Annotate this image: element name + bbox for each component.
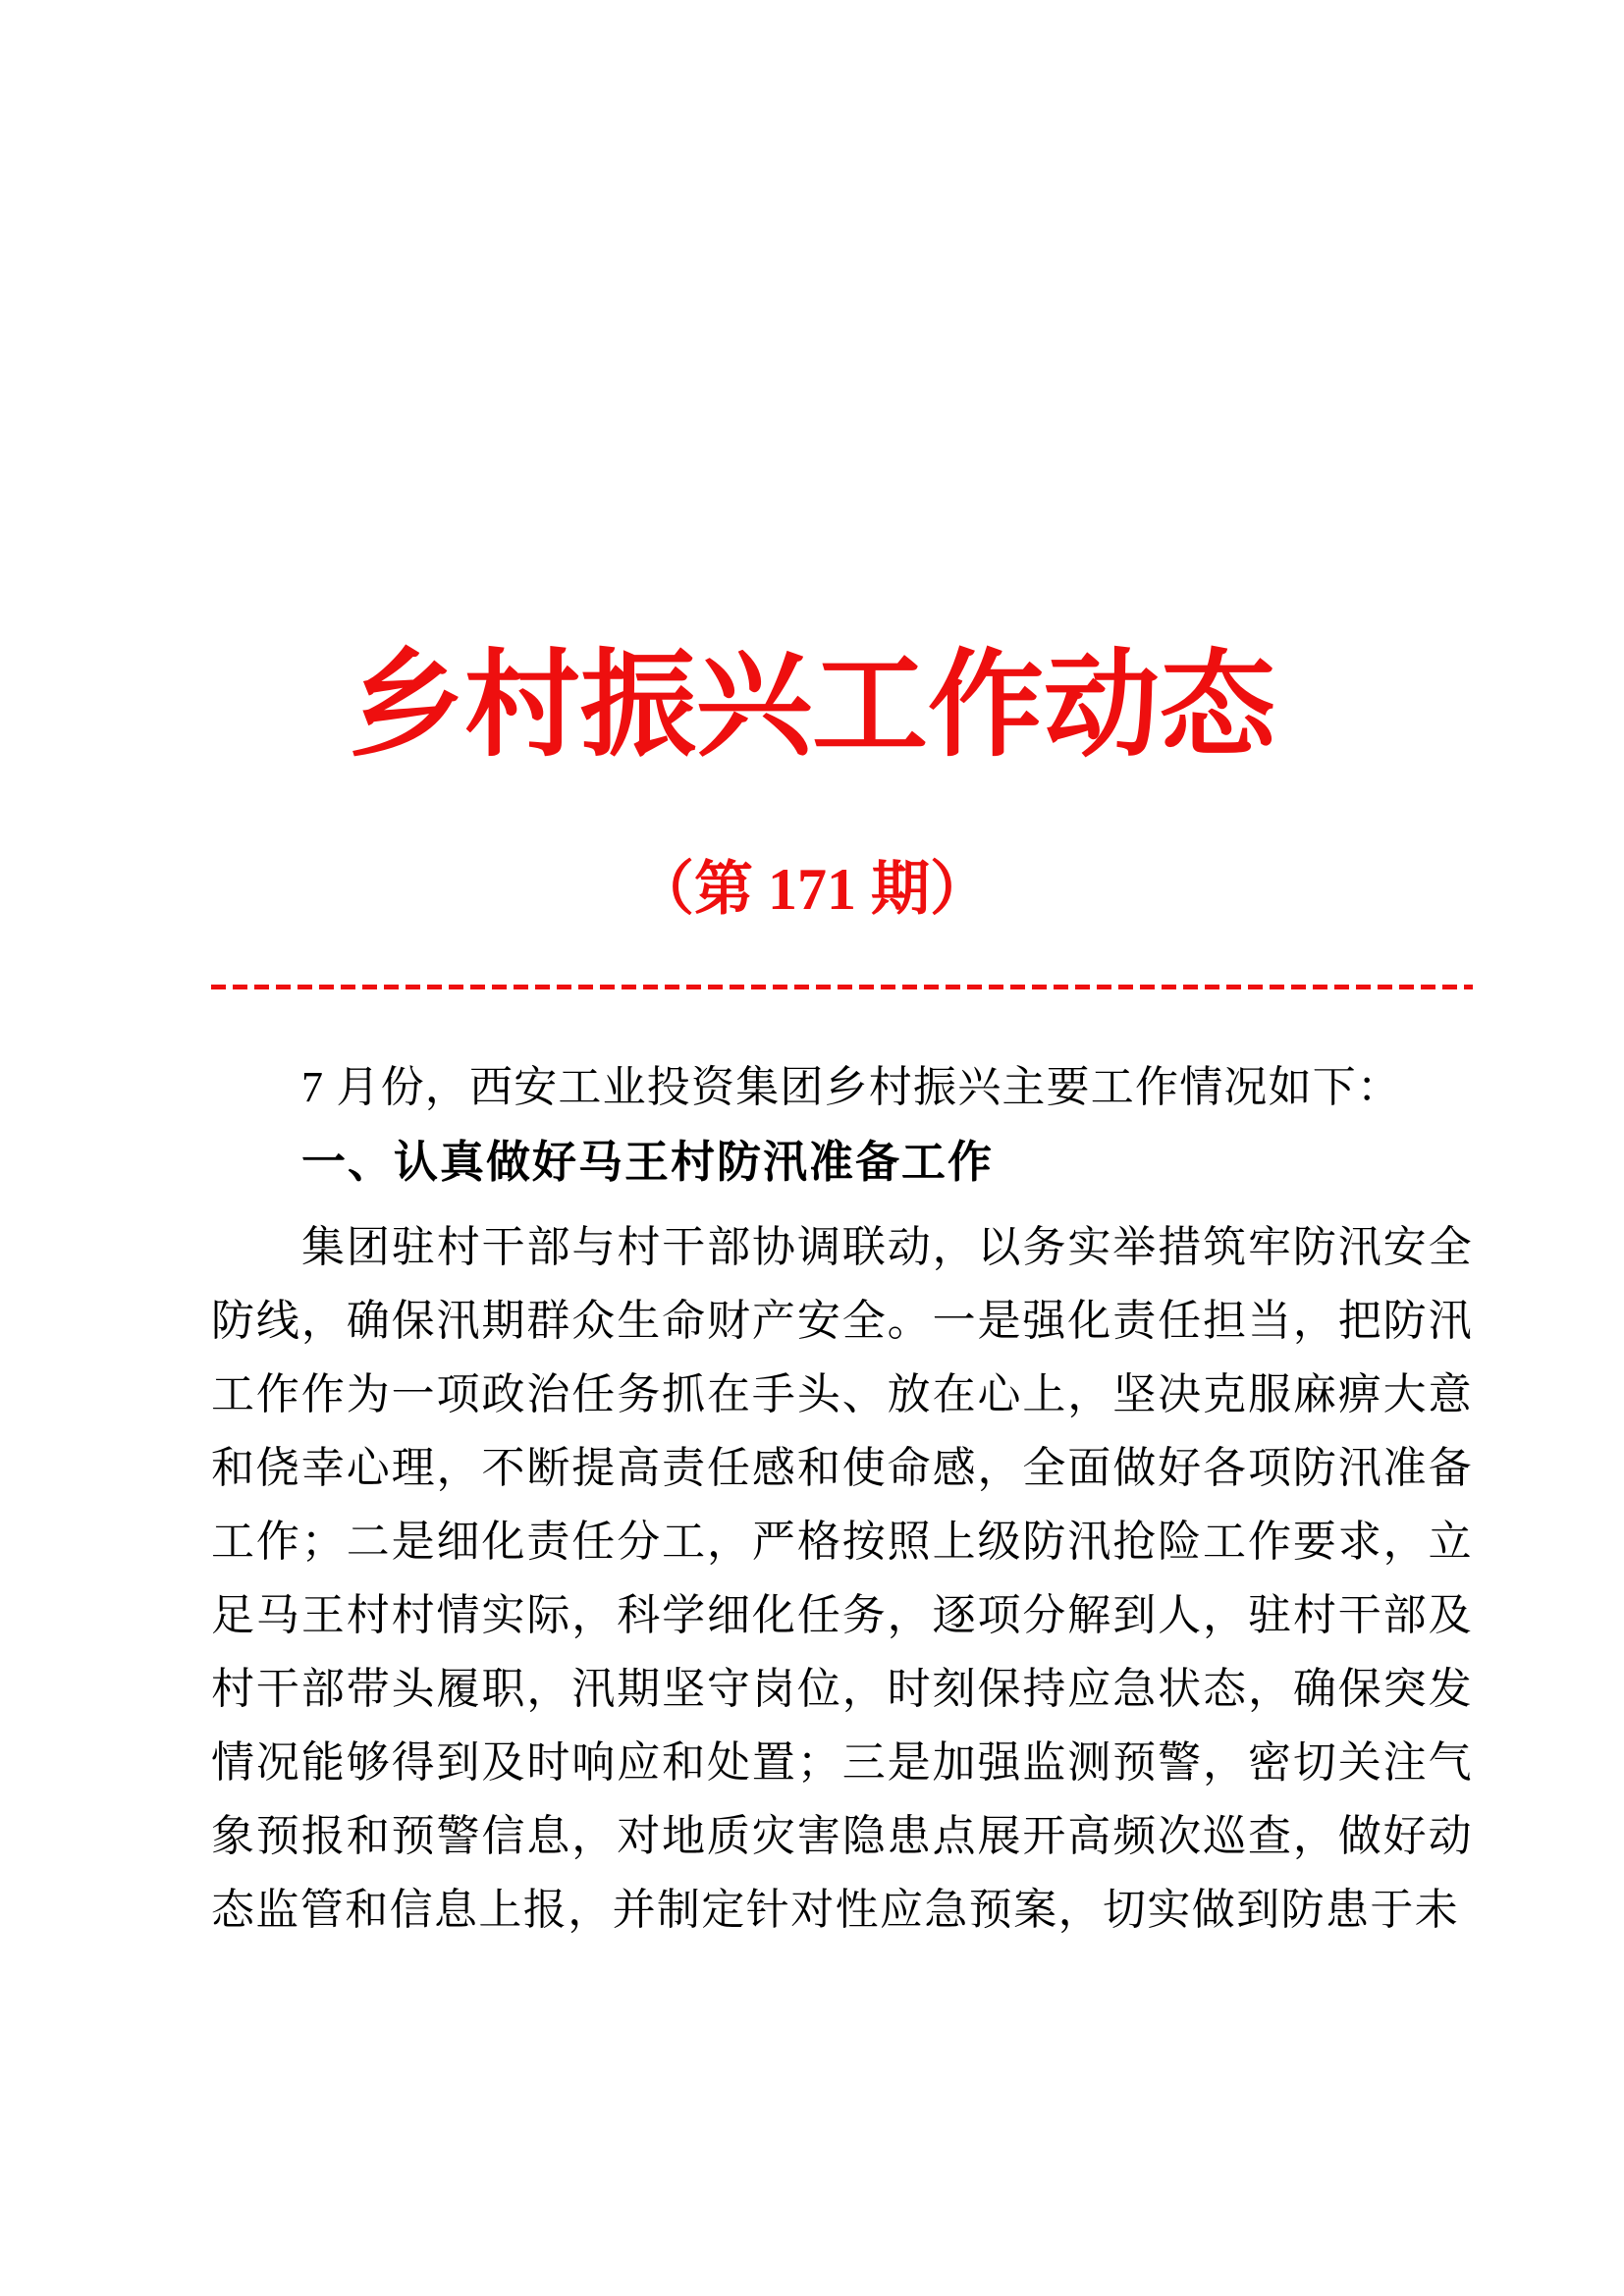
intro-paragraph: 7 月份，西安工业投资集团乡村振兴主要工作情况如下：	[301, 1063, 1402, 1111]
section-1-heading: 一、认真做好马王村防汛准备工作	[301, 1137, 995, 1187]
section-1-body-paragraph: 集团驻村干部与村干部协调联动，以务实举措筑牢防汛安全防线，确保汛期群众生命财产安全。一是强化责任担当，把防汛工作作为一项政治任务抓在手头、放在心上，坚决克服麻痹大意和侥幸心理，不断提高责任感和使命感，全面做好各项防汛准备工作；二是细化责任分工，严格按照上级防汛抢险工作要求，立足马王村村情实际，科学细化任务，逐项分解到人，驻村干部及村干部带头履职，汛期坚守岗位，时刻保持应急状态，确保突发情况能够得到及时响应和处置；三是加强监测预警，密切关注气象预报和预警信息，对地质灾害隐患点展开高频次巡查，做好动态监管和信息上报，并制定针对性应急预案，切实做到防患于未	[211, 1223, 1473, 1934]
document-title: 乡村振兴工作动态	[348, 642, 1275, 771]
document-body	[211, 1050, 1473, 1947]
red-dashed-separator	[211, 985, 1473, 989]
issue-number-label: （第 171 期）	[635, 857, 989, 922]
